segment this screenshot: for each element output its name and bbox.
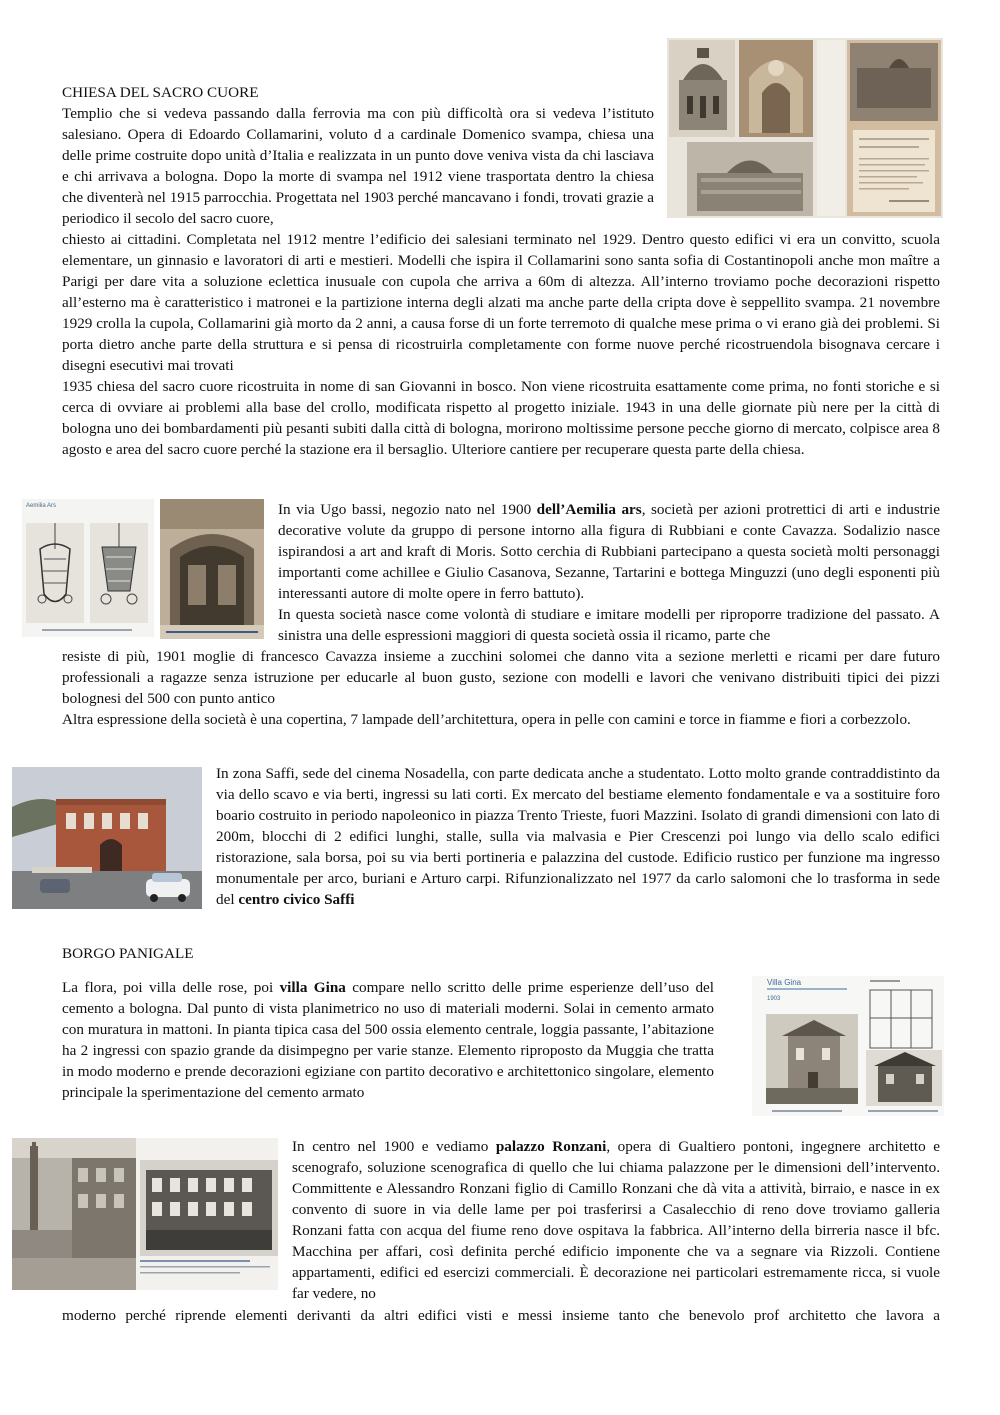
aemilia-ars-paragraph-3: Altra espressione della società è una copertina, 7 lampade dell’architettura, opera in pelle con camini e torce in fiamme e fiori a corbezzolo.: [62, 711, 911, 728]
villa-gina-slide-year: 1903: [767, 996, 781, 1002]
villa-gina-text-1: La flora, poi villa delle rose, poi: [62, 979, 280, 996]
villa-gina-paragraph: [62, 977, 714, 1103]
villa-gina-text-2: compare nello scritto delle prime esperienze dell’uso del cemento a bologna. Dal punto di vista planimetrico no uso di materiali moderni. Solai in cemento armato con muratura in mattoni. In pianta tipica casa del 500 ossia elemento centrale, loggia passante, l’abitazione ha 2 ingressi con spazio grande da disimpegno per varie stanze. Elemento riproposto da Muggia che tratta in modo moderno e prende decorazioni egiziane con partito decorativo e architettonico singolare, elemento principale la sperimentazione del cemento armato: [62, 979, 715, 1101]
centro-civico-saffi-name: centro civico Saffi: [238, 891, 355, 908]
aemilia-ars-name: dell’Aemilia ars: [536, 501, 642, 518]
aemilia-ars-paragraph-2-continued: resiste di più, 1901 moglie di francesco Cavazza insieme a zucchini solomei che danno vita a sezione merletti e ricami per dare futuro professionali a ragazze senza istruzione per educarle al buon gusto, sezione con modelli e lavori che venivano distribuiti tipici dei pizzi bolognesi del 500 con punto antico: [62, 648, 940, 707]
section-heading-sacro-cuore: CHIESA DEL SACRO CUORE: [62, 84, 259, 101]
section-heading-borgo-panigale: BORGO PANIGALE: [62, 945, 194, 962]
palazzo-ronzani-text-1: In centro nel 1900 e vediamo: [292, 1138, 496, 1155]
aemilia-ars-paragraph-1: [278, 499, 940, 604]
aemilia-ars-text-2: , società per azioni protrettici di arti e industrie decorative volute da gruppo di persone intorno alla figura di Rubbiani e conte Cavazza. Sodalizio nasce ispirandosi a art and kraft di Moris. Sotto cerchia di Rubbiani partecipano a questa società molti personaggi importanti come achillee e Giulio Casanova, Sezanne, Tartarini e bottega Minguzzi (uno degli esponenti più interessanti autore di molte opere in ferro battuto).: [278, 501, 940, 602]
saffi-building-photo: [12, 767, 202, 909]
palazzo-ronzani-paragraph-intro: [292, 1136, 940, 1304]
palazzo-ronzani-photos: [12, 1138, 278, 1290]
saffi-paragraph: [216, 763, 940, 910]
aemilia-ars-shop-photo: [160, 499, 264, 639]
palazzo-ronzani-name: palazzo Ronzani: [495, 1138, 607, 1155]
sacro-cuore-paragraph-intro: Templio che si vedeva passando dalla ferrovia ma con più difficoltà ora si vedeva l’istituto salesiano. Opera di Edoardo Collamarini, voluto d a cardinale Domenico svampa, chiesa una delle prime costruite dopo unità d’Italia e realizzata in un punto dove veniva vista da chi lasciava e chi arrivava a bologna. Dopo la morte di svampa nel 1912 viene trasportata dentro la chiesa che diventerà nel 1915 parrocchia. Progettata nel 1903 perché mancavano i fondi, trovati grazie a periodico il secolo del sacro cuore,: [62, 105, 654, 227]
aemilia-ars-paragraph-2-intro: In questa società nasce come volontà di studiare e imitare modelli per riproporre tradizione del passato. A sinistra una delle espressioni maggiori di questa società ossia il ricamo, parte che: [278, 606, 940, 644]
villa-gina-slide-image: [752, 976, 944, 1116]
villa-gina-name: villa Gina: [279, 979, 346, 996]
sacro-cuore-photo-collage: [667, 38, 943, 218]
saffi-text: In zona Saffi, sede del cinema Nosadella, con parte dedicata anche a studentato. Lotto molto grande contraddistinto da via dello scavo e via berti, ingressi su lati corti. Ex mercato del bestiame elemento fondamentale e va a sostituire foro boario costruito in periodo napoleonico in piazza Trento Trieste, fuori Mazzini. Isolato di grandi dimensioni con lato di 200m, blocchi di 2 edifici lunghi, stalle, sulla via malvasia e Pier Crescenzi poi lungo via dello scalo edifici ristorazione, sala borsa, poi su via berti portineria e palazzina del custode. Edificio rustico per funzione ma ingresso monumentale per arco, buriani e Arturo carpi. Rifunzionalizzato nel 1977 da carlo salomoni che lo trasforma in sede del: [216, 765, 940, 908]
aemilia-ars-lamps-image: [22, 499, 154, 637]
aemilia-ars-image-label: Aemilia Ars: [26, 503, 57, 509]
sacro-cuore-paragraph-continued: chiesto ai cittadini. Completata nel 1912 mentre l’edificio dei salesiani terminato nel 1929. Dentro questo edifici vi era un convitto, scuola elementare, un ginnasio e lavoratori di arti e mestieri. Modelli che ispira il Collamarini sono santa sofia di Costantinopoli anche mon maître a Parigi per dare vita a soluzione eclettica inusuale con cupola che arriva a 60m di altezza. All’interno troviamo poche decorazioni rispetto all’esterno ma è caratteristico i matronei e la partizione interna degli alzati ma anche parte della cripta dove è seppellito svampa. 21 novembre 1929 crolla la cupola, Collamarini già morto da 2 anni, a causa forse di un forte terremoto di qualche mese prima o vi erano già dei problemi. Si porta dietro anche parte della struttura e si pensa di ricostruirla completamente con forme nuove perché ricostruendola bisognava cercare i disegni esecutivi mai trovati: [62, 231, 940, 374]
palazzo-ronzani-text-2: , opera di Gualtiero pontoni, ingegnere architetto e scenografo, soluzione scenografica di quello che lui chiama palazzone per le dimensioni dell’intervento. Committente e Alessandro Ronzani figlio di Camillo Ronzani che dà vita a attività, birraio, e nasce in ex convento di suore in via delle lame per poi trasferirsi a Casalecchio di reno dove troviamo galleria Ronzani fatta con acqua del fiume reno dove ospitava la fabbrica. All’interno della birreria nasce il bfc. Macchina per affari, così definita perché edificio imponente che va a segnare via Rizzoli. Contiene appartamenti, edifici ed esercizi commerciali. È decorazione nei particolari estremamente ricca, si vuole far vedere, no: [292, 1138, 940, 1302]
aemilia-ars-text-1: In via Ugo bassi, negozio nato nel 1900: [278, 501, 537, 518]
sacro-cuore-paragraph-reconstruction: 1935 chiesa del sacro cuore ricostruita in nome di san Giovanni in bosco. Non viene ricostruita esattamente come prima, no fonti storiche e si cerca di ovviare ai problemi alla base del crollo, modificata rispetto al progetto iniziale. 1943 in una delle giornate più nere per la città di bologna uno dei bombardamenti più pesanti subiti dalla città di bologna, morirono moltissime persone pecche giorno di mercato, colpisce area 8 agosto e area del sacro cuore perché la stazione era il bersaglio. Ulteriore cantiere per recuperare questa parte della chiesa.: [62, 378, 940, 458]
palazzo-ronzani-paragraph-continued: moderno perché riprende elementi derivanti da altri edifici visti e messi insieme tanto che benevolo prof architetto che lavora a: [62, 1307, 940, 1324]
villa-gina-slide-title: Villa Gina: [767, 978, 802, 987]
